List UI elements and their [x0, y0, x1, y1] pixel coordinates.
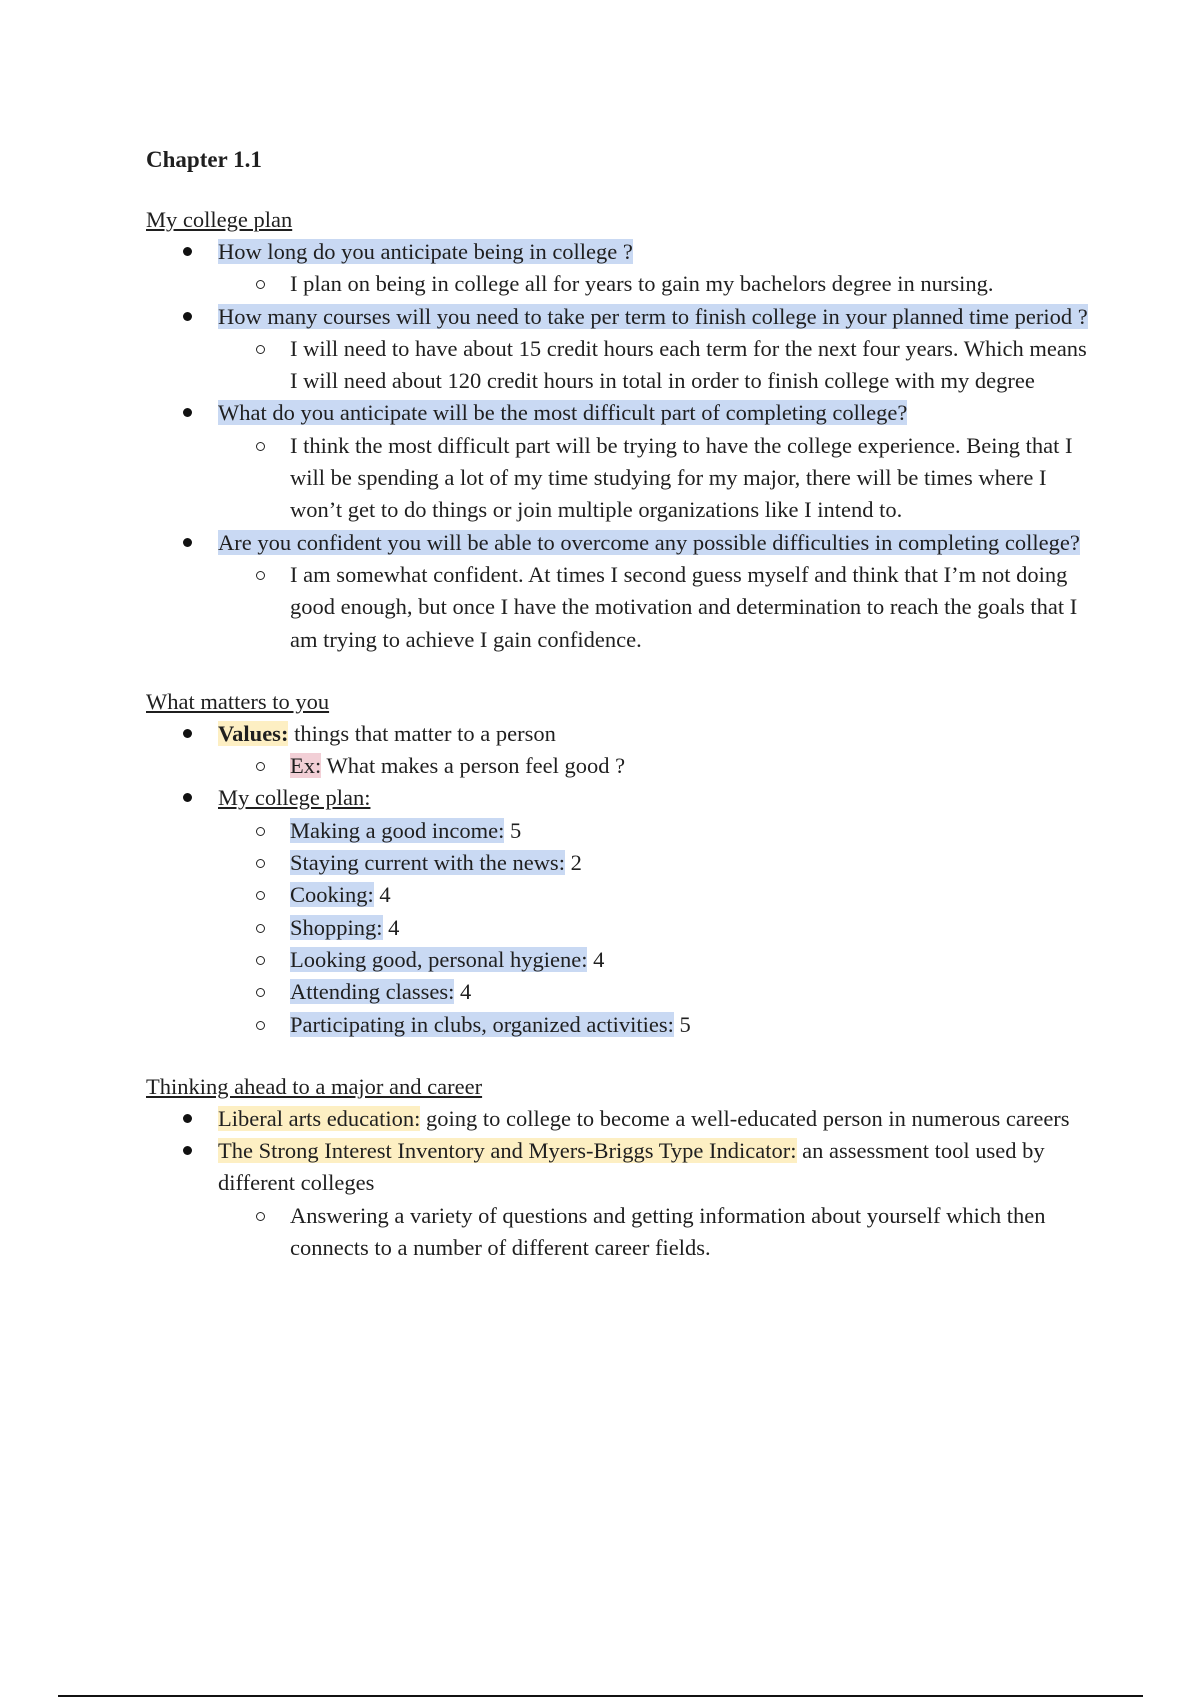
rating-label: Cooking: — [290, 882, 374, 908]
document-page — [146, 142, 1096, 1294]
answer-item — [146, 430, 1096, 527]
circle-bullet-icon — [256, 345, 265, 354]
bullet-icon — [183, 247, 192, 256]
career-definition: going to college to become a well-educated person in numerous careers — [420, 1105, 1070, 1131]
rating-label: Looking good, personal hygiene: — [290, 946, 588, 972]
answer-text: I am somewhat confident. At times I second guess myself and think that I’m not doing good enough, but once I have the motivation and determination to reach the goals that I am trying to achieve I gain confidence. — [290, 561, 1078, 652]
rating-value: 4 — [587, 946, 605, 972]
section-heading-college-plan: My college plan — [146, 207, 293, 232]
answer-item — [146, 559, 1096, 656]
rating-value: 2 — [564, 850, 582, 876]
circle-bullet-icon — [256, 924, 265, 933]
career-item — [146, 1103, 1096, 1135]
rating-item — [146, 847, 1096, 879]
question-list — [146, 236, 1096, 656]
plan-ratings-item — [146, 782, 1096, 1040]
rating-item — [146, 815, 1096, 847]
rating-value: 4 — [373, 882, 391, 908]
question-text: How long do you anticipate being in college ? — [218, 239, 633, 264]
rating-item — [146, 912, 1096, 944]
circle-bullet-icon — [256, 762, 265, 771]
plan-ratings-label: My college plan: — [218, 785, 371, 811]
rating-value: 4 — [382, 914, 400, 940]
rating-value: 5 — [673, 1011, 691, 1037]
circle-bullet-icon — [256, 1212, 265, 1221]
career-item — [146, 1135, 1096, 1264]
question-item — [146, 527, 1096, 656]
rating-label: Shopping: — [290, 914, 383, 940]
circle-bullet-icon — [256, 827, 265, 836]
section-thinking-ahead — [146, 1071, 1096, 1264]
footer-rule — [58, 1695, 1143, 1697]
answer-text: I will need to have about 15 credit hours each term for the next four years. Which means I will need about 120 credit hours in total in order to finish college with my degree — [290, 335, 1087, 394]
chapter-title: Chapter 1.1 — [146, 147, 262, 172]
career-list — [146, 1103, 1096, 1264]
circle-bullet-icon — [256, 956, 265, 965]
circle-bullet-icon — [256, 1021, 265, 1030]
answer-text: I plan on being in college all for years to gain my bachelors degree in nursing. — [290, 271, 994, 297]
values-item — [146, 718, 1096, 783]
question-text: How many courses will you need to take per term to finish college in your planned time period ? — [218, 303, 1088, 329]
answer-item — [146, 333, 1096, 398]
question-text: Are you confident you will be able to overcome any possible difficulties in completing college? — [218, 529, 1080, 555]
rating-label: Attending classes: — [290, 979, 455, 1005]
answer-text: I think the most difficult part will be trying to have the college experience. Being that I will be spending a lot of my time studying for my major, there will be times where I won’t get to do things or join multiple organizations like I intend to. — [290, 432, 1073, 523]
question-text: What do you anticipate will be the most difficult part of completing college? — [218, 400, 908, 426]
rating-label: Participating in clubs, organized activities: — [290, 1011, 674, 1037]
rating-item — [146, 944, 1096, 976]
circle-bullet-icon — [256, 891, 265, 900]
section-college-plan — [146, 204, 1096, 656]
question-item — [146, 236, 1096, 301]
answer-item — [146, 268, 1096, 300]
circle-bullet-icon — [256, 280, 265, 289]
bullet-icon — [183, 408, 192, 417]
question-item — [146, 397, 1096, 526]
question-item — [146, 301, 1096, 398]
career-term: Liberal arts education: — [218, 1105, 421, 1131]
bullet-icon — [183, 312, 192, 321]
rating-value: 5 — [504, 817, 522, 843]
bullet-icon — [183, 1114, 192, 1123]
values-list — [146, 718, 1096, 1041]
bullet-icon — [183, 1146, 192, 1155]
rating-item — [146, 879, 1096, 911]
circle-bullet-icon — [256, 442, 265, 451]
rating-label: Staying current with the news: — [290, 850, 565, 876]
career-definition: an assessment tool used by different colleges — [218, 1138, 1045, 1196]
rating-value: 4 — [454, 979, 472, 1005]
section-what-matters — [146, 686, 1096, 1041]
circle-bullet-icon — [256, 988, 265, 997]
rating-item — [146, 976, 1096, 1008]
example-label: Ex: — [290, 753, 322, 779]
circle-bullet-icon — [256, 859, 265, 868]
values-term: Values: — [218, 720, 289, 746]
rating-label: Making a good income: — [290, 817, 505, 843]
bullet-icon — [183, 538, 192, 547]
values-definition: things that matter to a person — [288, 720, 556, 746]
section-heading-what-matters: What matters to you — [146, 688, 330, 714]
career-term: The Strong Interest Inventory and Myers-Briggs Type Indicator: — [218, 1138, 797, 1164]
bullet-icon — [183, 729, 192, 738]
example-text: What makes a person feel good ? — [321, 753, 626, 779]
career-sub-item — [146, 1200, 1096, 1265]
circle-bullet-icon — [256, 571, 265, 580]
bullet-icon — [183, 793, 192, 802]
career-sub-text: Answering a variety of questions and getting information about yourself which then connects to a number of different career fields. — [290, 1202, 1046, 1261]
rating-item — [146, 1009, 1096, 1041]
example-item — [146, 750, 1096, 782]
section-heading-thinking-ahead: Thinking ahead to a major and career — [146, 1073, 483, 1099]
